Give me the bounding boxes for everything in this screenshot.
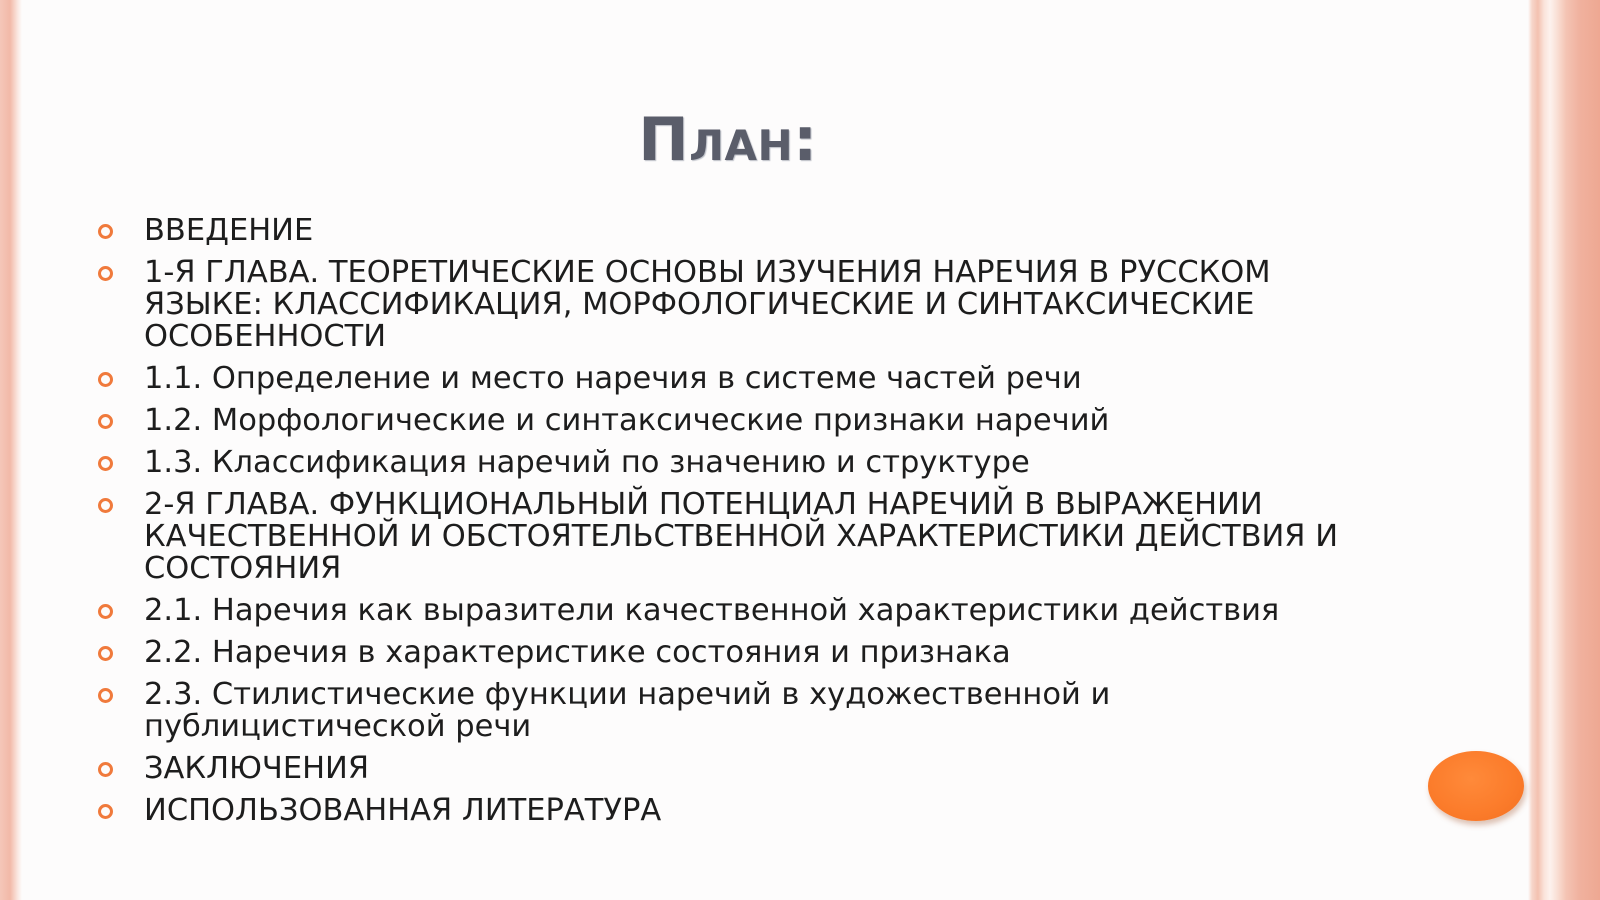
list-item	[96, 405, 1386, 437]
list-item-text: 1.3. Классификация наречий по значению и структуре	[144, 445, 1030, 480]
circle-bullet-icon	[98, 604, 113, 619]
list-item-text: ЗАКЛЮЧЕНИЯ	[144, 751, 370, 786]
list-item	[96, 795, 1386, 827]
list-item-text: 2.2. Наречия в характеристике состояния и признака	[144, 635, 1011, 670]
circle-bullet-icon	[98, 646, 113, 661]
list-item-text: 1.2. Морфологические и синтаксические признаки наречий	[144, 403, 1110, 438]
list-item	[96, 257, 1386, 353]
list-item-text: 1-Я ГЛАВА. ТЕОРЕТИЧЕСКИЕ ОСНОВЫ ИЗУЧЕНИЯ НАРЕЧИЯ В РУССКОМ ЯЗЫКЕ: КЛАССИФИКАЦИЯ, МОРФОЛОГИЧЕСКИЕ И СИНТАКСИЧЕСКИЕ ОСОБЕННОСТИ	[144, 255, 1271, 354]
list-item	[96, 679, 1386, 743]
circle-bullet-icon	[98, 372, 113, 387]
circle-bullet-icon	[98, 224, 113, 239]
list-item	[96, 753, 1386, 785]
right-decorative-border	[1528, 0, 1600, 900]
circle-bullet-icon	[98, 762, 113, 777]
list-item	[96, 363, 1386, 395]
plan-list	[96, 215, 1386, 837]
list-item	[96, 595, 1386, 627]
circle-bullet-icon	[98, 266, 113, 281]
circle-bullet-icon	[98, 414, 113, 429]
list-item-text: 1.1. Определение и место наречия в системе частей речи	[144, 361, 1082, 396]
circle-bullet-icon	[98, 804, 113, 819]
circle-bullet-icon	[98, 498, 113, 513]
list-item-text: 2-Я ГЛАВА. ФУНКЦИОНАЛЬНЫЙ ПОТЕНЦИАЛ НАРЕЧИЙ В ВЫРАЖЕНИИ КАЧЕСТВЕННОЙ И ОБСТОЯТЕЛЬСТВЕННОЙ ХАРАКТЕРИСТИКИ ДЕЙСТВИЯ И СОСТОЯНИЯ	[144, 487, 1339, 586]
circle-bullet-icon	[98, 688, 113, 703]
list-item-text: 2.1. Наречия как выразители качественной характеристики действия	[144, 593, 1280, 628]
list-item	[96, 637, 1386, 669]
circle-bullet-icon	[98, 456, 113, 471]
list-item	[96, 447, 1386, 479]
list-item-text: 2.3. Стилистические функции наречий в художественной и публицистической речи	[144, 677, 1111, 744]
list-item	[96, 489, 1386, 585]
slide-title: План:	[638, 105, 818, 175]
list-item	[96, 215, 1386, 247]
orange-circle-decoration	[1428, 751, 1524, 821]
list-item-text: ВВЕДЕНИЕ	[144, 213, 314, 248]
list-item-text: ИСПОЛЬЗОВАННАЯ ЛИТЕРАТУРА	[144, 793, 662, 828]
